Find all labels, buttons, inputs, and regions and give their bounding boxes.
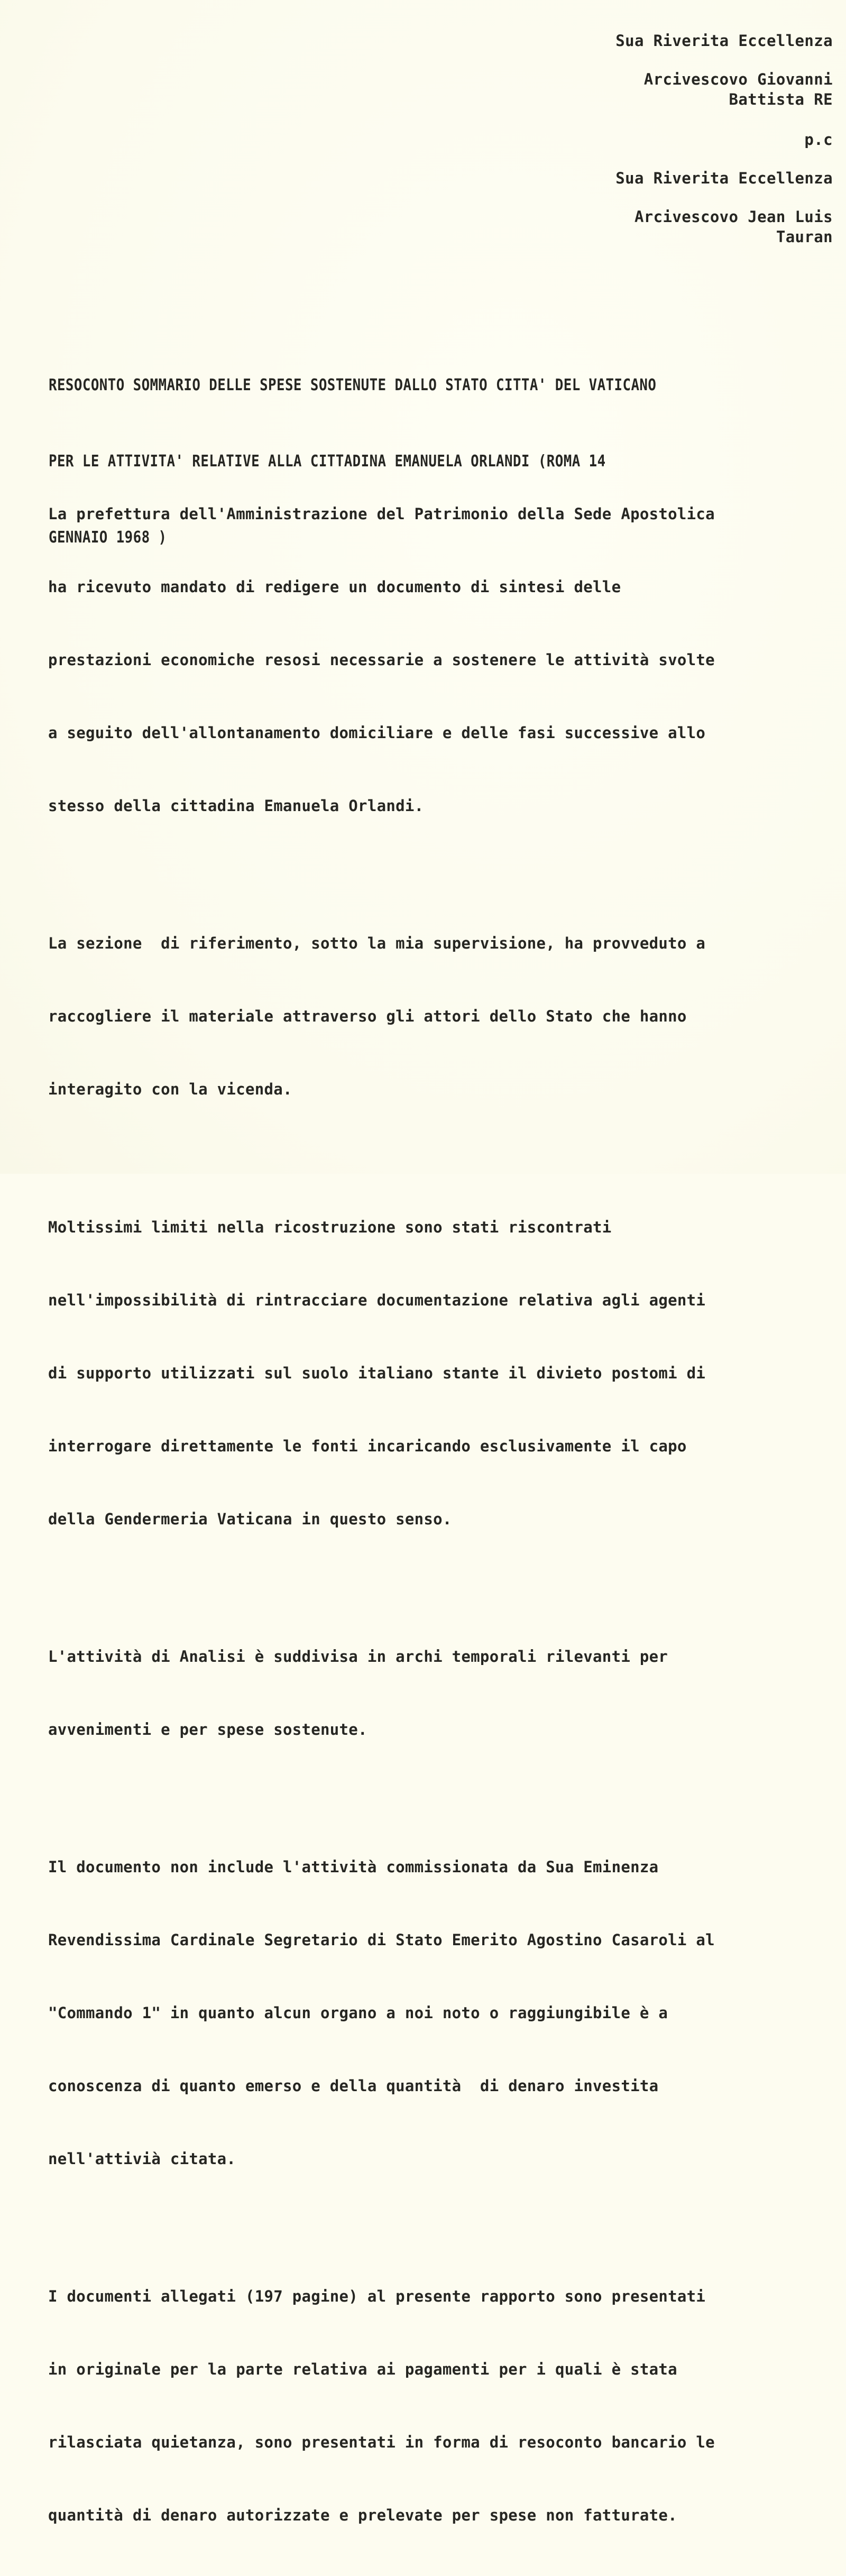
paragraph-line: nell'impossibilità di rintracciare documentazione relativa agli agenti	[48, 1291, 706, 1309]
subject-line: PER LE ATTIVITA' RELATIVE ALLA CITTADINA EMANUELA ORLANDI (ROMA 14	[49, 452, 606, 471]
document-body	[48, 453, 841, 2576]
primary-recipient-title: Sua Riverita Eccellenza	[615, 32, 833, 50]
paragraph-line: conoscenza di quanto emerso e della quantità di denaro investita	[48, 2077, 659, 2095]
secondary-recipient-name-line1: Arcivescovo Jean Luis	[634, 208, 833, 226]
secondary-recipient-title: Sua Riverita Eccellenza	[615, 169, 833, 187]
paragraph-line: rilasciata quietanza, sono presentati in forma di resoconto bancario le	[48, 2433, 715, 2451]
paragraph-line: della Gendermeria Vaticana in questo senso.	[48, 1510, 452, 1528]
paragraph-limitations	[48, 1166, 841, 1580]
paragraph-line: avvenimenti e per spese sostenute.	[48, 1721, 367, 1738]
paragraph-line: a seguito dell'allontanamento domiciliare e delle fasi successive allo	[48, 724, 706, 742]
paragraph-exclusion	[48, 1806, 841, 2220]
paragraph-mandate	[48, 453, 841, 867]
paragraph-line: di supporto utilizzati sul suolo italiano stante il divieto postomi di	[48, 1364, 706, 1382]
paragraph-analysis	[48, 1596, 841, 1790]
subject-line: GENNAIO 1968 )	[49, 528, 167, 547]
paragraph-line: interagito con la vicenda.	[48, 1080, 292, 1098]
paragraph-line: interrogare direttamente le fonti incaricando esclusivamente il capo	[48, 1437, 687, 1455]
paragraph-section-supervision	[48, 882, 841, 1150]
paragraph-line: prestazioni economiche resosi necessarie a sostenere le attività svolte	[48, 651, 715, 669]
primary-recipient-name-line2: Battista RE	[729, 90, 833, 108]
subject-line: RESOCONTO SOMMARIO DELLE SPESE SOSTENUTE DALLO STATO CITTA' DEL VATICANO	[49, 376, 657, 394]
paragraph-line: I documenti allegati (197 pagine) al presente rapporto sono presentati	[48, 2287, 706, 2305]
paragraph-line: quantità di denaro autorizzate e prelevate per spese non fatturate.	[48, 2506, 677, 2524]
paragraph-line: "Commando 1" in quanto alcun organo a noi noto o raggiungibile è a	[48, 2004, 668, 2022]
paragraph-line: stesso della cittadina Emanuela Orlandi.	[48, 797, 424, 815]
paragraph-line: La prefettura dell'Amministrazione del Patrimonio della Sede Apostolica	[48, 505, 715, 523]
paragraph-line: Il documento non include l'attività commissionata da Sua Eminenza	[48, 1858, 659, 1876]
secondary-recipient-name-line2: Tauran	[776, 228, 833, 246]
primary-recipient-name-line1: Arcivescovo Giovanni	[643, 70, 833, 88]
paragraph-line: Revendissima Cardinale Segretario di Stato Emerito Agostino Casaroli al	[48, 1931, 715, 1949]
paragraph-attachments	[48, 2235, 841, 2576]
paragraph-line: Moltissimi limiti nella ricostruzione sono stati riscontrati	[48, 1218, 612, 1236]
paragraph-line: La sezione di riferimento, sotto la mia supervisione, ha provveduto a	[48, 934, 706, 952]
cc-label: p.c	[804, 131, 833, 149]
recipient-block	[410, 31, 833, 247]
paragraph-line: ha ricevuto mandato di redigere un documento di sintesi delle	[48, 578, 621, 596]
paragraph-line: L'attività di Analisi è suddivisa in archi temporali rilevanti per	[48, 1648, 668, 1666]
paragraph-line: nell'attivià citata.	[48, 2150, 236, 2168]
paragraph-line: raccogliere il materiale attraverso gli attori dello Stato che hanno	[48, 1007, 687, 1025]
paragraph-line: in originale per la parte relativa ai pagamenti per i quali è stata	[48, 2360, 677, 2378]
